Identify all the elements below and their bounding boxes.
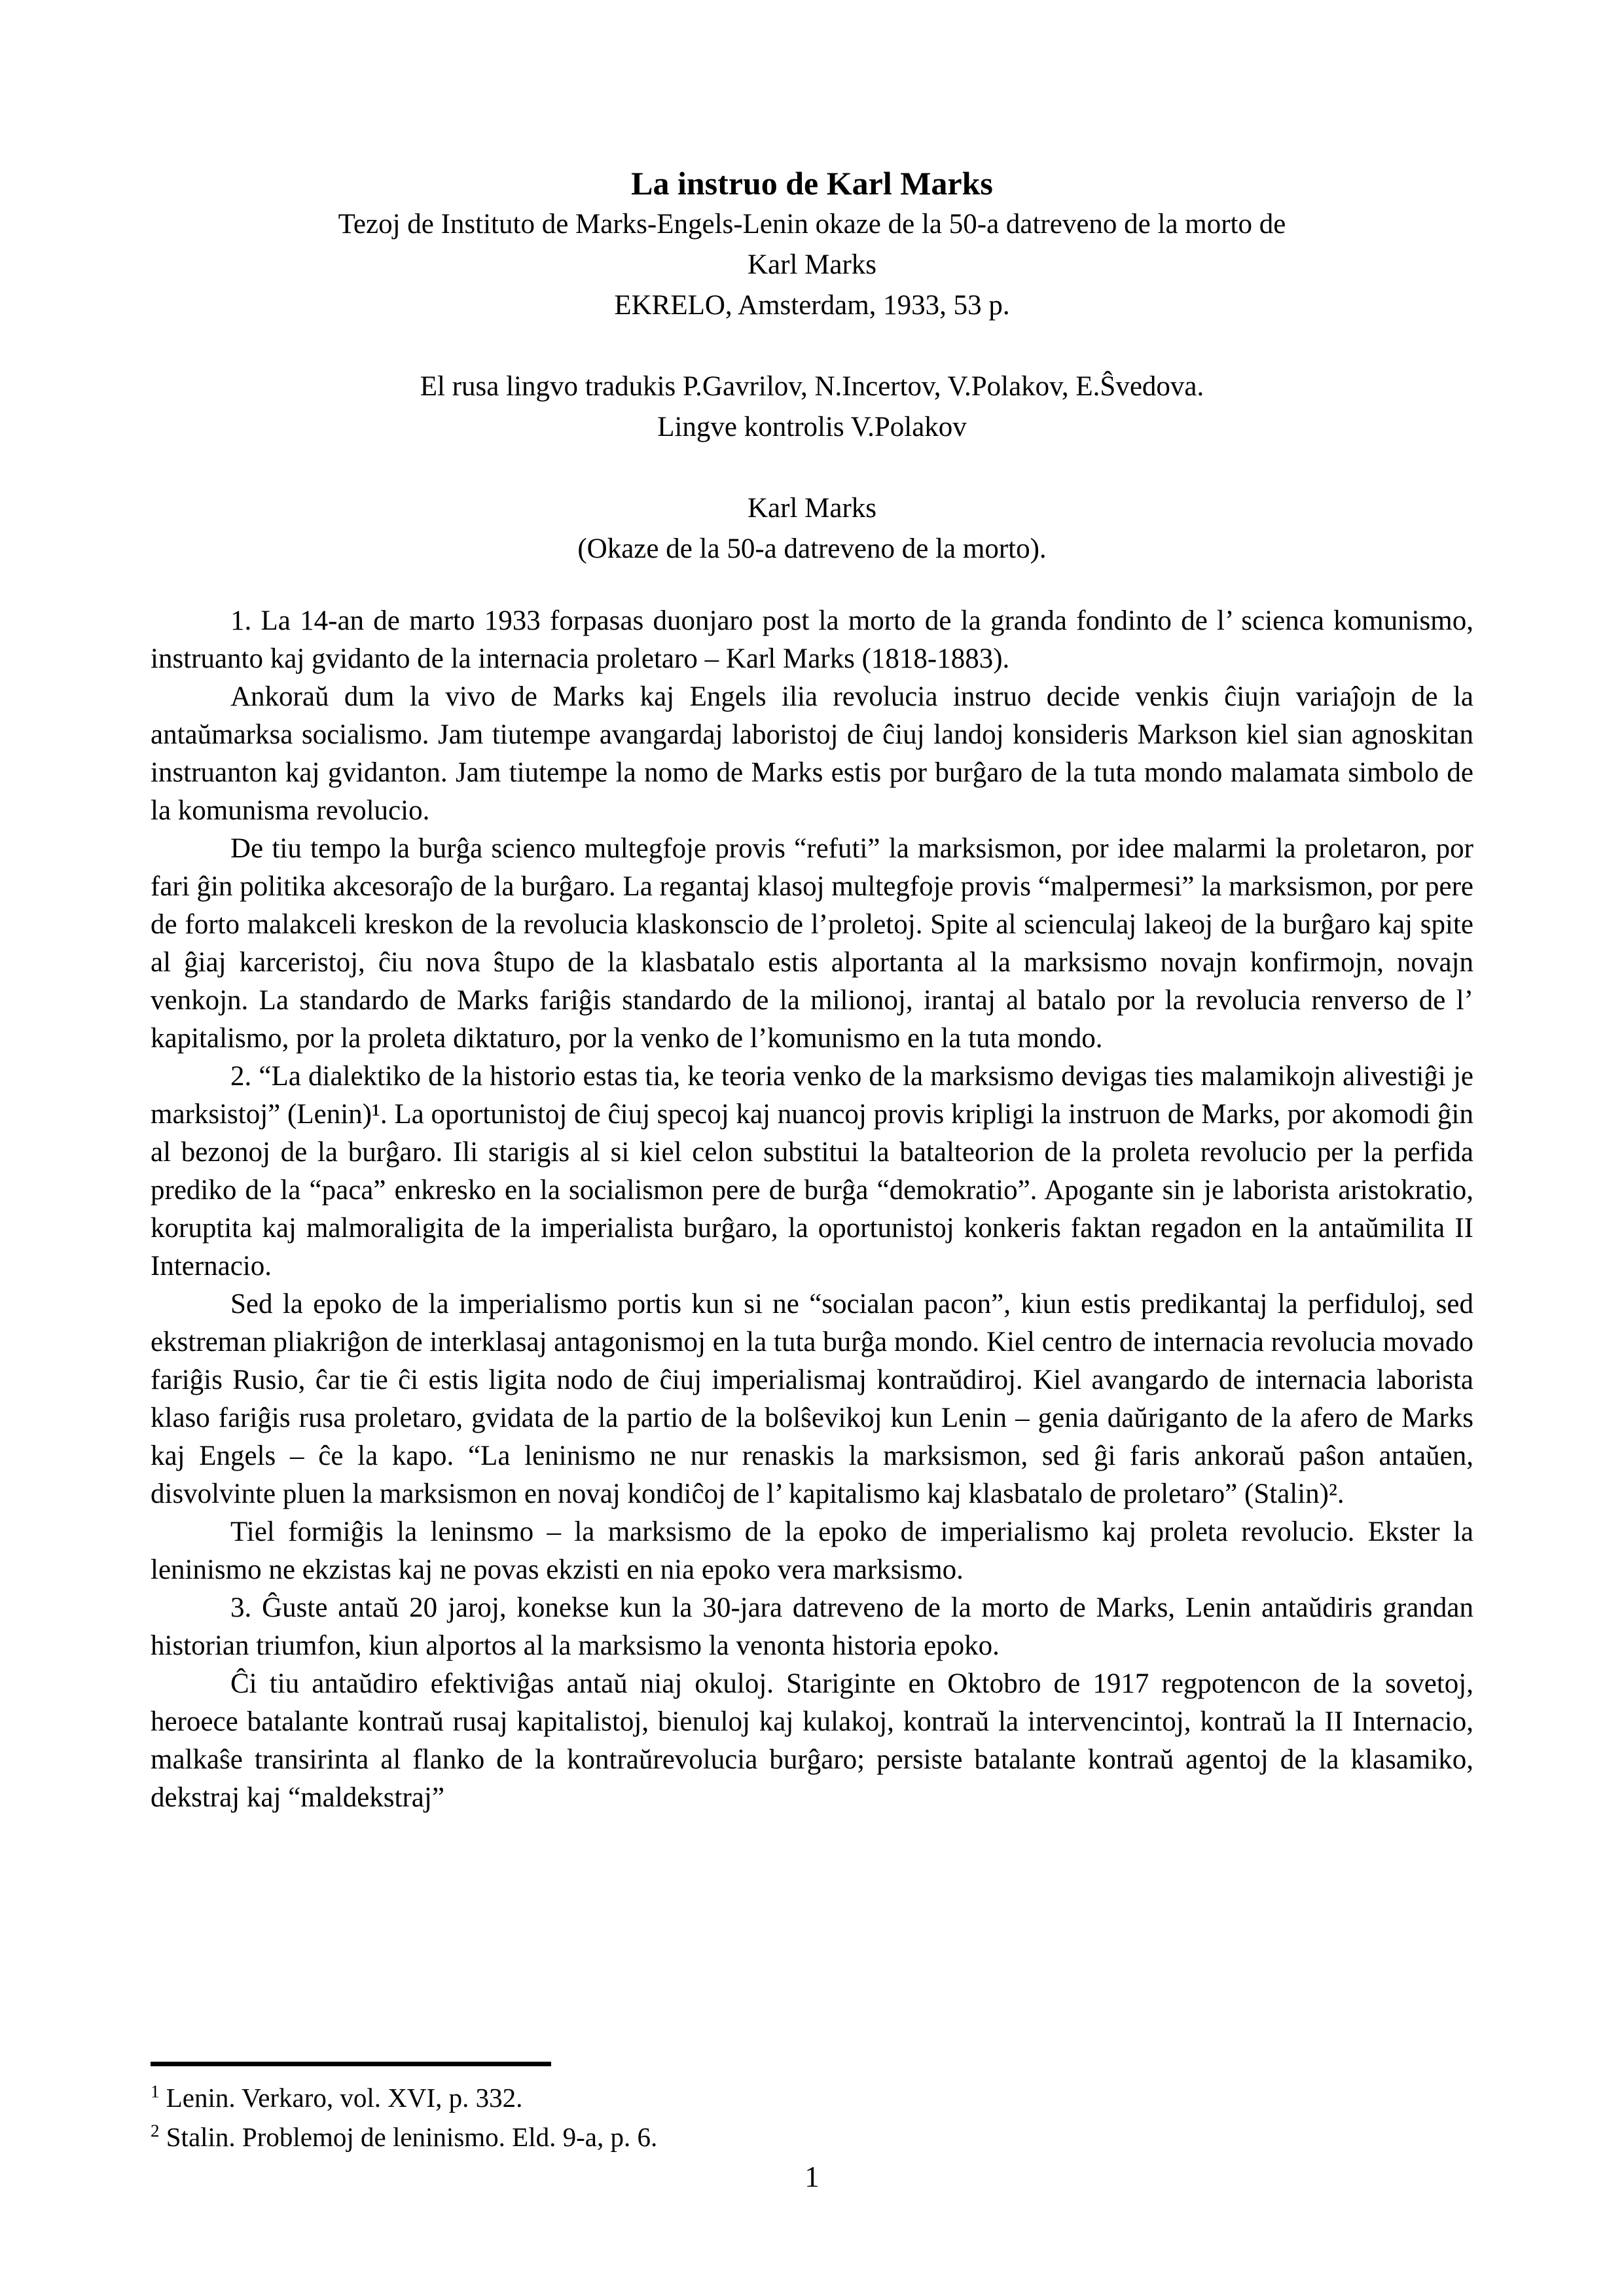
paragraph: De tiu tempo la burĝa scienco multegfoje provis “refuti” la marksismon, por idee malarmi la proletaron, por fari ĝin politika akcesoraĵo de la burĝaro. La regantaj klasoj multegfoje provis “malpermesi” la marksismon, por pere de forto malakceli kreskon de la revolucia klaskonscio de l’proletoj. Spite al scienculaj lakeoj de la burĝaro kaj spite al ĝiaj karceristoj, ĉiu nova ŝtupo de la klasbatalo estis alportanta al la marksismo novajn konfirmojn, novajn venkojn. La standardo de Marks fariĝis standardo de la milionoj, irantaj al batalo por la revolucia renverso de l’ kapitalismo, por la proleta diktaturo, por la venko de l’komunismo en la tuta mondo.	[151, 833, 1473, 1054]
paragraph: Ankoraŭ dum la vivo de Marks kaj Engels ilia revolucia instruo decide venkis ĉiujn variaĵojn de la antaŭmarksa socialismo. Jam tiutempe avangardaj laboristoj de ĉiuj landoj konsideris Markson kiel sian agnoskitan instruanton kaj gvidanton. Jam tiutempe la nomo de Marks estis por burĝaro de la tuta mondo malamata simbolo de la komunisma revolucio.	[151, 681, 1473, 826]
paragraph: 1. La 14-an de marto 1933 forpasas duonjaro post la morto de la granda fondinto de l’ scienca komunismo, instruanto kaj gvidanto de la internacia proletaro – Karl Marks (1818-1883).	[151, 605, 1473, 674]
body-text	[151, 602, 1473, 1817]
paragraph: Sed la epoko de la imperialismo portis kun si ne “socialan pacon”, kiun estis predikantaj la perfiduloj, sed ekstreman pliakriĝon de interklasaj antagonismoj en la tuta burĝa mondo. Kiel centro de internacia revolucia movado fariĝis Rusio, ĉar tie ĉi estis ligita nodo de ĉiuj imperialismaj kontraŭdiroj. Kiel avangardo de internacia laborista klaso fariĝis rusa proletaro, gvidata de la partio de la bolŝevikoj kun Lenin – genia daŭriganto de la afero de Marks kaj Engels – ĉe la kapo. “La leninismo ne nur renaskis la marksismon, sed ĝi faris ankoraŭ paŝon antaŭen, disvolvinte pluen la marksismon en novaj kondiĉoj de l’ kapitalismo kaj klasbatalo de proletaro” (Stalin)².	[151, 1289, 1473, 1509]
paragraph: Tiel formiĝis la leninsmo – la marksismo de la epoko de imperialismo kaj proleta revolucio. Ekster la leninismo ne ekzistas kaj ne povas ekzisti en nia epoko vera marksismo.	[151, 1516, 1473, 1585]
footnote	[151, 2117, 1473, 2157]
footnote-marker: 1	[151, 2081, 160, 2102]
translators-line: El rusa lingvo tradukis P.Gavrilov, N.Incertov, V.Polakov, E.Ŝvedova.	[420, 371, 1204, 402]
paragraph: 3. Ĝuste antaŭ 20 jaroj, konekse kun la 30-jara datreveno de la morto de Marks, Lenin antaŭdiris grandan historian triumfon, kiun alportos al la marksismo la venonta historia epoko.	[151, 1592, 1473, 1661]
vertical-gap	[151, 569, 1473, 602]
vertical-gap	[151, 326, 1473, 367]
footnote-text: Stalin. Problemoj de leninismo. Eld. 9-a, p. 6.	[166, 2122, 658, 2152]
footnote-text: Lenin. Verkaro, vol. XVI, p. 332.	[166, 2083, 523, 2113]
page-content	[151, 162, 1473, 1817]
header-line: Karl Marks	[747, 249, 877, 280]
footnotes-section	[151, 2062, 1473, 2157]
paragraph: Ĉi tiu antaŭdiro efektiviĝas antaŭ niaj okuloj. Stariginte en Oktobro de 1917 regpotencon de la sovetoj, heroece batalante kontraŭ rusaj kapitalistoj, bienuloj kaj kulakoj, kontraŭ la intervencintoj, kontraŭ la II Internacio, malkaŝe transirinta al flanko de la kontraŭrevolucia burĝaro; persiste batalante kontraŭ agentoj de la klasamiko, dekstraj kaj “maldekstraj”	[151, 1668, 1473, 1813]
header-line: EKRELO, Amsterdam, 1933, 53 p.	[614, 290, 1010, 321]
page-number: 1	[804, 2161, 820, 2193]
document-title: La instruo de Karl Marks	[631, 165, 993, 202]
vertical-gap	[151, 448, 1473, 488]
footnote-marker: 2	[151, 2121, 160, 2141]
paragraph: 2. “La dialektiko de la historio estas tia, ke teoria venko de la marksismo devigas ties malamikojn alivestiĝi je marksistoj” (Lenin)¹. La oportunistoj de ĉiuj specoj kaj nuancoj provis kripligi la instruon de Marks, por akomodi ĝin al bezonoj de la burĝaro. Ili starigis al si kiel celon substitui la batalteorion de la proleta revolucio per la perfida prediko de la “paca” enkresko en la socialismon pere de burĝa “demokratio”. Apogante sin je laborista aristokratio, koruptita kaj malmoraligita de la imperialista burĝaro, la oportunistoj konkeris faktan regadon en la antaŭmilita II Internacio.	[151, 1061, 1473, 1282]
section-heading: Karl Marks	[747, 493, 877, 524]
footnote-separator-rule	[151, 2062, 551, 2066]
header-line: Tezoj de Instituto de Marks-Engels-Lenin okaze de la 50-a datreveno de la morto de	[338, 209, 1286, 240]
footnote	[151, 2078, 1473, 2117]
language-check-line: Lingve kontrolis V.Polakov	[657, 412, 967, 442]
section-subheading: (Okaze de la 50-a datreveno de la morto).	[577, 533, 1047, 564]
